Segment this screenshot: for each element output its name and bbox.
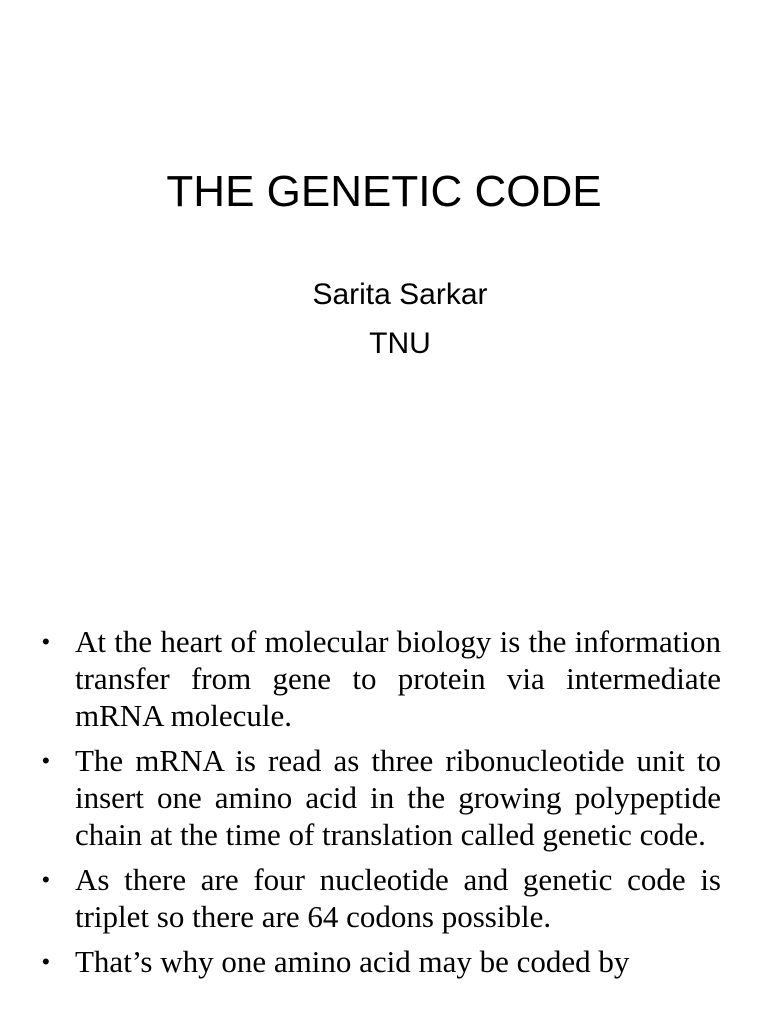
bullet-marker: •: [42, 867, 50, 892]
bullet-item: [0, 623, 721, 734]
bullet-text: That’s why one amino acid may be coded by: [75, 944, 630, 979]
bullet-marker: •: [42, 949, 50, 974]
bullet-item: [0, 861, 721, 935]
bullet-item: [0, 742, 721, 853]
bullet-marker: •: [42, 748, 50, 773]
bullet-item: [0, 943, 721, 980]
bullet-text: As there are four nucleotide and genetic code is triplet so there are 64 codons possible.: [75, 862, 721, 934]
bullet-text: At the heart of molecular biology is the information transfer from gene to protein via intermediate mRNA molecule.: [75, 624, 721, 733]
bullet-list: [0, 623, 768, 988]
bullet-marker: •: [42, 629, 50, 654]
author-name: Sarita Sarkar: [312, 278, 488, 311]
slide-title: THE GENETIC CODE: [166, 167, 602, 216]
bullet-text: The mRNA is read as three ribonucleotide unit to insert one amino acid in the growing polypeptide chain at the time of translation called genetic code.: [75, 743, 721, 852]
affiliation: TNU: [369, 327, 431, 360]
